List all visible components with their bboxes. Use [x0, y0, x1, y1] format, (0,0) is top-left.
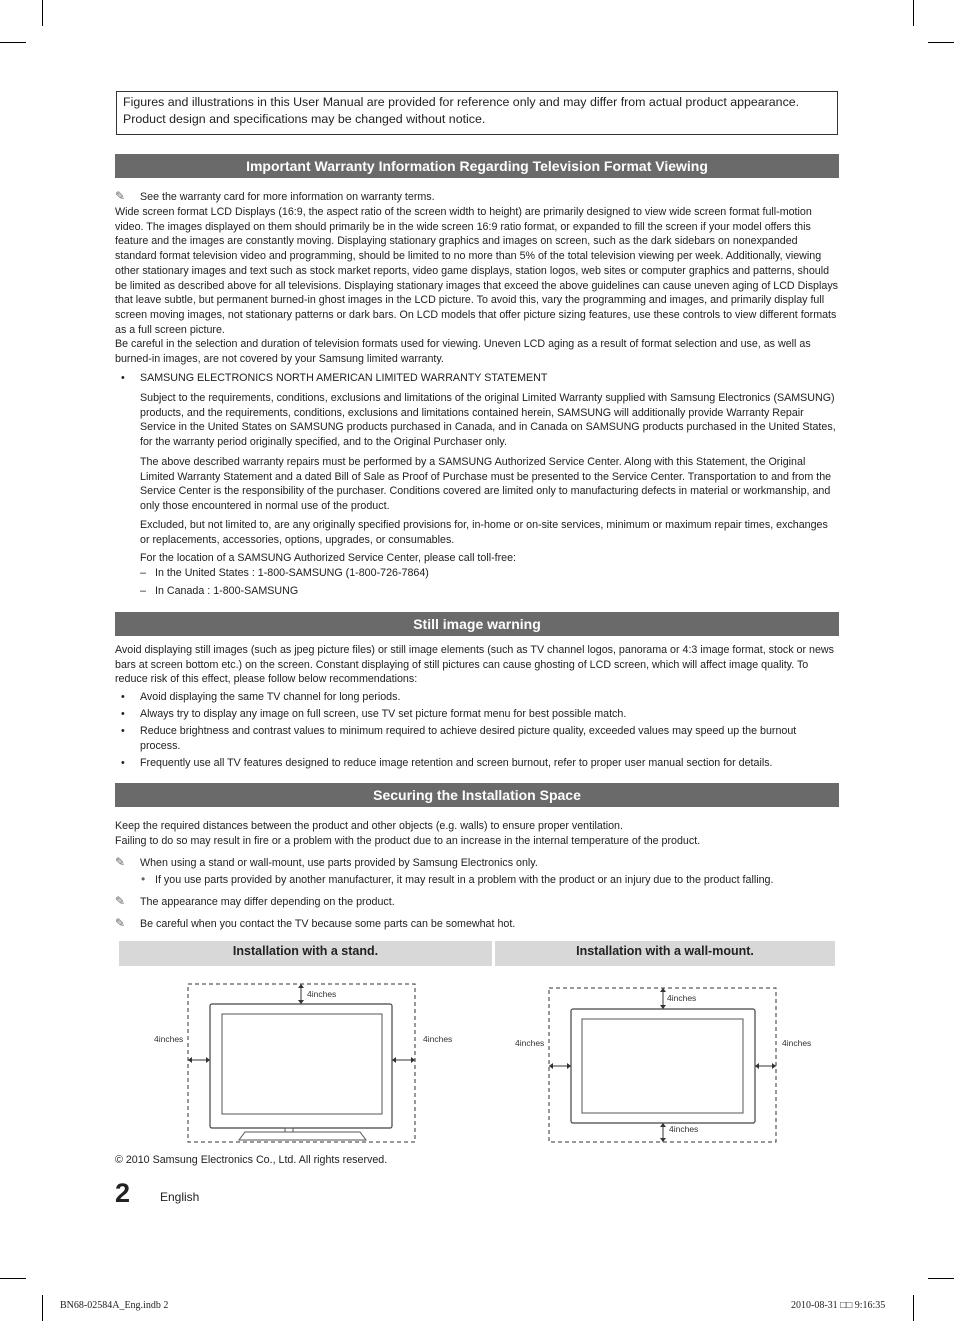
dim-label-right: 4inches — [423, 1034, 453, 1044]
print-slug-file: BN68-02584A_Eng.indb 2 — [60, 1300, 169, 1311]
tv-bezel — [571, 1009, 755, 1123]
dim-label-left: 4inches — [154, 1034, 184, 1044]
disclaimer-line-2: Product design and specifications may be changed without notice. — [123, 112, 486, 126]
crop-mark — [42, 0, 43, 26]
phone-canada: – In Canada : 1-800-SAMSUNG — [140, 585, 299, 597]
installation-line-2: Failing to do so may result in fire or a problem with the product due to an increase in the internal temperature of the product. — [115, 835, 701, 847]
tv-bezel — [210, 1004, 392, 1128]
clearance-boundary — [549, 988, 776, 1142]
dim-label-top: 4inches — [667, 993, 697, 1003]
crop-mark — [913, 1295, 914, 1321]
warranty-sub-paragraph-3: Excluded, but not limited to, are any originally specified provisions for, in-home or on-site services, minimum or maximum repair times, exchanges or replacements, accessories, options, upgrades, or consumables. — [140, 519, 828, 546]
pencil-note-icon: ✎ — [115, 189, 126, 203]
page-number: 2 — [115, 1178, 131, 1208]
still-bullet-4: • Frequently use all TV features designed to reduce image retention and screen burnout, refer to proper user manual section for details. — [121, 757, 773, 769]
warranty-bullet: • SAMSUNG ELECTRONICS NORTH AMERICAN LIMITED WARRANTY STATEMENT — [121, 372, 548, 384]
bullet-icon: • — [121, 757, 125, 769]
bullet-icon: • — [121, 372, 125, 384]
installation-line-1: Keep the required distances between the product and other objects (e.g. walls) to ensure proper ventilation. — [115, 820, 623, 832]
still-image-heading: Still image warning — [115, 612, 839, 636]
dim-label-top: 4inches — [307, 989, 337, 999]
bullet-icon: • — [141, 872, 146, 886]
bullet-icon: • — [121, 725, 125, 737]
phone-us: – In the United States : 1-800-SAMSUNG (1-800-726-7864) — [140, 567, 429, 579]
still-bullet-1: • Avoid displaying the same TV channel for long periods. — [121, 691, 401, 703]
pencil-note-icon: ✎ — [115, 894, 126, 908]
warranty-sub-paragraph-4: For the location of a SAMSUNG Authorized Service Center, please call toll-free: — [140, 552, 517, 564]
crop-mark — [42, 1295, 43, 1321]
warranty-heading: Important Warranty Information Regarding Television Format Viewing — [115, 154, 839, 178]
disclaimer-box — [116, 91, 838, 135]
column-header-stand: Installation with a stand. — [119, 941, 492, 966]
bullet-icon: • — [121, 691, 125, 703]
wall-mount-installation-diagram — [510, 982, 830, 1152]
bullet-icon: • — [121, 708, 125, 720]
still-bullet-2: • Always try to display any image on full screen, use TV set picture format menu for best possible match. — [121, 708, 627, 720]
disclaimer-line-1: Figures and illustrations in this User Manual are provided for reference only and may differ from actual product appearance. — [123, 95, 800, 109]
dim-label-left: 4inches — [515, 1038, 545, 1048]
still-bullet-3: • Reduce brightness and contrast values to minimum required to achieve desired picture quality, exceeded values may speed up the burnout process. — [121, 725, 797, 752]
warranty-paragraph-2: Be careful in the selection and duration of television formats used for viewing. Uneven LCD aging as a result of format selection and use, as well as burned-in images, are not covered by your Samsung limited warranty. — [115, 338, 811, 365]
tv-screen — [222, 1014, 382, 1114]
crop-mark — [913, 0, 914, 26]
crop-mark — [928, 42, 954, 43]
language-label: English — [160, 1190, 200, 1204]
dim-label-bottom: 4inches — [669, 1124, 699, 1134]
print-slug-date: 2010-08-31 □□ 9:16:35 — [791, 1300, 886, 1311]
stand-installation-diagram — [150, 978, 470, 1148]
warranty-sub-paragraph-1: Subject to the requirements, conditions, exclusions and limitations of the original Limited Warranty supplied with Samsung Electronics (SAMSUNG) products, and the requirements, conditions, exclusions and limitations contained herein, SAMSUNG will additionally provide Warranty Repair Service in the United States on SAMSUNG products purchased in Canada, and in Canada on SAMSUNG products purchased in the United States, for the warranty period originally specified, and to the Original Purchaser only. — [140, 392, 836, 449]
crop-mark — [928, 1278, 954, 1279]
tv-stand-base — [239, 1132, 366, 1140]
copyright: © 2010 Samsung Electronics Co., Ltd. All rights reserved. — [115, 1154, 388, 1166]
warranty-paragraph-1: Wide screen format LCD Displays (16:9, the aspect ratio of the screen width to height) are primarily designed to view wide screen format full-motion video. The images displayed on them should primarily be in the wide screen 16:9 ratio format, or expanded to fill the screen if your model offers this feature and the images are constantly moving. Displaying stationary graphics and images on screen, such as the dark sidebars on nonexpanded standard format television video and programming, should be limited to no more than 5% of the total television viewing per week. Additionally, viewing other stationary images and text such as stock market reports, video game displays, station logos, web sites or computer graphics and patterns, should be limited as described above for all televisions. Displaying stationary images that exceed the above guidelines can cause uneven aging of LCD Displays that leave subtle, but permanent burned-in ghost images in the LCD picture. To avoid this, vary the programming and images, and primarily display full screen moving images, not stationary patterns or dark bars. On LCD models that offer picture sizing features, use these controls to view different formats as a full screen picture. — [115, 206, 839, 336]
installation-heading: Securing the Installation Space — [115, 783, 839, 807]
crop-mark — [0, 42, 26, 43]
warranty-sub-paragraph-2: The above described warranty repairs must be performed by a SAMSUNG Authorized Service Center. Along with this Statement, the Original Limited Warranty Statement and a dated Bill of Sale as Proof of Purchase must be presented to the Service Center. Transportation to and from the Service Center is the responsibility of the purchaser. Conditions covered are limited only to manufacturing defects in material or workmanship, and only those encountered in normal use of the product. — [140, 456, 832, 513]
pencil-note-icon: ✎ — [115, 855, 126, 869]
tv-screen — [582, 1019, 743, 1113]
still-image-paragraph: Avoid displaying still images (such as jpeg picture files) or still image elements (such as TV channel logos, panorama or 4:3 image format, stock or news bars at screen bottom etc.) on the screen. Constant displaying of still pictures can cause ghosting of LCD screen, which will affect image quality. To reduce risk of this effect, please follow below recommendations: — [115, 644, 834, 686]
pencil-note-icon: ✎ — [115, 916, 126, 930]
dim-label-right: 4inches — [782, 1038, 812, 1048]
crop-mark — [0, 1278, 26, 1279]
column-header-wall: Installation with a wall-mount. — [495, 941, 835, 966]
